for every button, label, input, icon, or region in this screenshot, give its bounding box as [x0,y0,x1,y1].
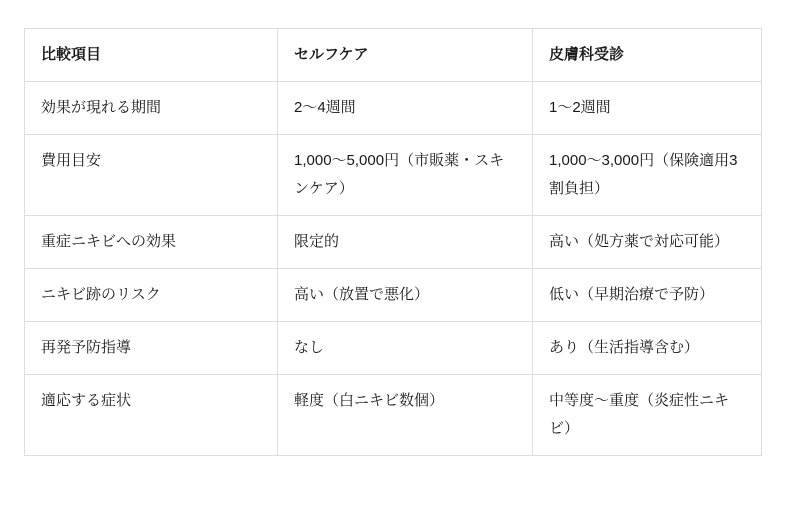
cell-dermatology: 中等度〜重度（炎症性ニキビ） [533,375,762,456]
header-row [25,29,762,82]
cell-dermatology: 1〜2週間 [533,82,762,135]
cell-selfcare: なし [278,322,533,375]
cell-selfcare: 限定的 [278,216,533,269]
cell-dermatology: あり（生活指導含む） [533,322,762,375]
table-row [25,322,762,375]
cell-selfcare: 2〜4週間 [278,82,533,135]
cell-comparison-item: 重症ニキビへの効果 [25,216,278,269]
column-header-comparison-item: 比較項目 [25,29,278,82]
cell-comparison-item: 再発予防指導 [25,322,278,375]
cell-dermatology: 高い（処方薬で対応可能） [533,216,762,269]
table-row [25,135,762,216]
comparison-table [24,28,762,456]
table-header [25,29,762,82]
table-row [25,82,762,135]
column-header-dermatology: 皮膚科受診 [533,29,762,82]
cell-selfcare: 高い（放置で悪化） [278,269,533,322]
cell-comparison-item: 効果が現れる期間 [25,82,278,135]
table-row [25,216,762,269]
column-header-selfcare: セルフケア [278,29,533,82]
cell-comparison-item: ニキビ跡のリスク [25,269,278,322]
cell-dermatology: 低い（早期治療で予防） [533,269,762,322]
cell-comparison-item: 費用目安 [25,135,278,216]
table-row [25,269,762,322]
cell-comparison-item: 適応する症状 [25,375,278,456]
table-row [25,375,762,456]
cell-selfcare: 軽度（白ニキビ数個） [278,375,533,456]
cell-selfcare: 1,000〜5,000円（市販薬・スキンケア） [278,135,533,216]
cell-dermatology: 1,000〜3,000円（保険適用3割負担） [533,135,762,216]
table-body [25,82,762,456]
